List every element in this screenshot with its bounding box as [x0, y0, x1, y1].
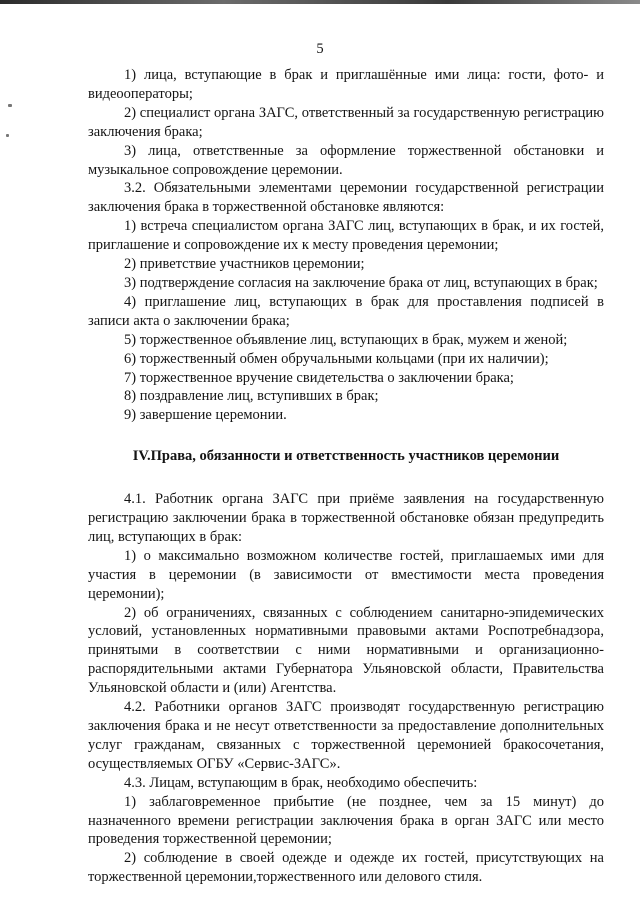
scan-edge: [0, 0, 640, 4]
section-heading: IV.Права, обязанности и ответственность участников церемонии: [132, 448, 560, 465]
paragraph: 7) торжественное вручение свидетельства о заключении брака;: [124, 369, 514, 386]
document-body: [88, 66, 604, 887]
paragraph: 2) об ограничениях, связанных с соблюдением санитарно-эпидемических условий, установленных нормативными правовыми актами Роспотребнадзора, принятыми в соответствии с ними нормативными и организационно-распорядительными актами Губернатора Ульяновской области, Правительства Ульяновской области и (или) Агентства.: [88, 604, 604, 697]
paragraph: 2) специалист органа ЗАГС, ответственный за государственную регистрацию заключения брака;: [88, 104, 604, 140]
paragraph: 1) лица, вступающие в брак и приглашённые ими лица: гости, фото- и видеооператоры;: [88, 67, 604, 102]
scan-speck: [6, 134, 9, 137]
paragraph: 9) завершение церемонии.: [124, 407, 287, 424]
paragraph: 3) лица, ответственные за оформление торжественной обстановки и музыкальное сопровождение церемонии.: [88, 142, 604, 178]
paragraph: 4.1. Работник органа ЗАГС при приёме заявления на государственную регистрацию заключении брака в торжественной обстановке обязан предупредить лиц, вступающих в брак:: [88, 491, 604, 545]
paragraph: 8) поздравление лиц, вступивших в брак;: [124, 388, 379, 405]
scan-speck: [8, 104, 12, 107]
paragraph: 1) о максимально возможном количестве гостей, приглашаемых ими для участия в церемонии (в зависимости от вместимости места проведения церемонии);: [88, 547, 604, 602]
paragraph: 5) торжественное объявление лиц, вступающих в брак, мужем и женой;: [124, 331, 568, 348]
paragraph: 1) встреча специалистом органа ЗАГС лиц, вступающих в брак, и их гостей, приглашение и сопровождение их к месту проведения церемонии;: [88, 218, 604, 254]
paragraph: 1) заблаговременное прибытие (не позднее, чем за 15 минут) до назначенного времени регистрации заключения брака в орган ЗАГС или место проведения торжественной церемонии;: [88, 793, 604, 848]
paragraph: 2) приветствие участников церемонии;: [124, 256, 365, 273]
paragraph: 4) приглашение лиц, вступающих в брак для проставления подписей в записи акта о заключении брака;: [88, 293, 604, 329]
paragraph: 6) торжественный обмен обручальными кольцами (при их наличии);: [124, 350, 549, 367]
paragraph: 4.3. Лицам, вступающим в брак, необходимо обеспечить:: [124, 774, 478, 791]
paragraph: 2) соблюдение в своей одежде и одежде их гостей, присутствующих на торжественной церемонии,торжественного или делового стиля.: [88, 850, 604, 886]
paragraph: 3.2. Обязательными элементами церемонии государственной регистрации заключения брака в торжественной обстановке являются:: [88, 180, 604, 216]
paragraph: 4.2. Работники органов ЗАГС производят государственную регистрацию заключения брака и не несут ответственности за предоставление дополнительных услуг гражданам, связанных с торжественной церемонией бракосочетания, осуществляемых ОГБУ «Сервис-ЗАГС».: [88, 699, 604, 772]
paragraph: 3) подтверждение согласия на заключение брака от лиц, вступающих в брак;: [124, 274, 598, 291]
page-number: 5: [316, 41, 324, 57]
